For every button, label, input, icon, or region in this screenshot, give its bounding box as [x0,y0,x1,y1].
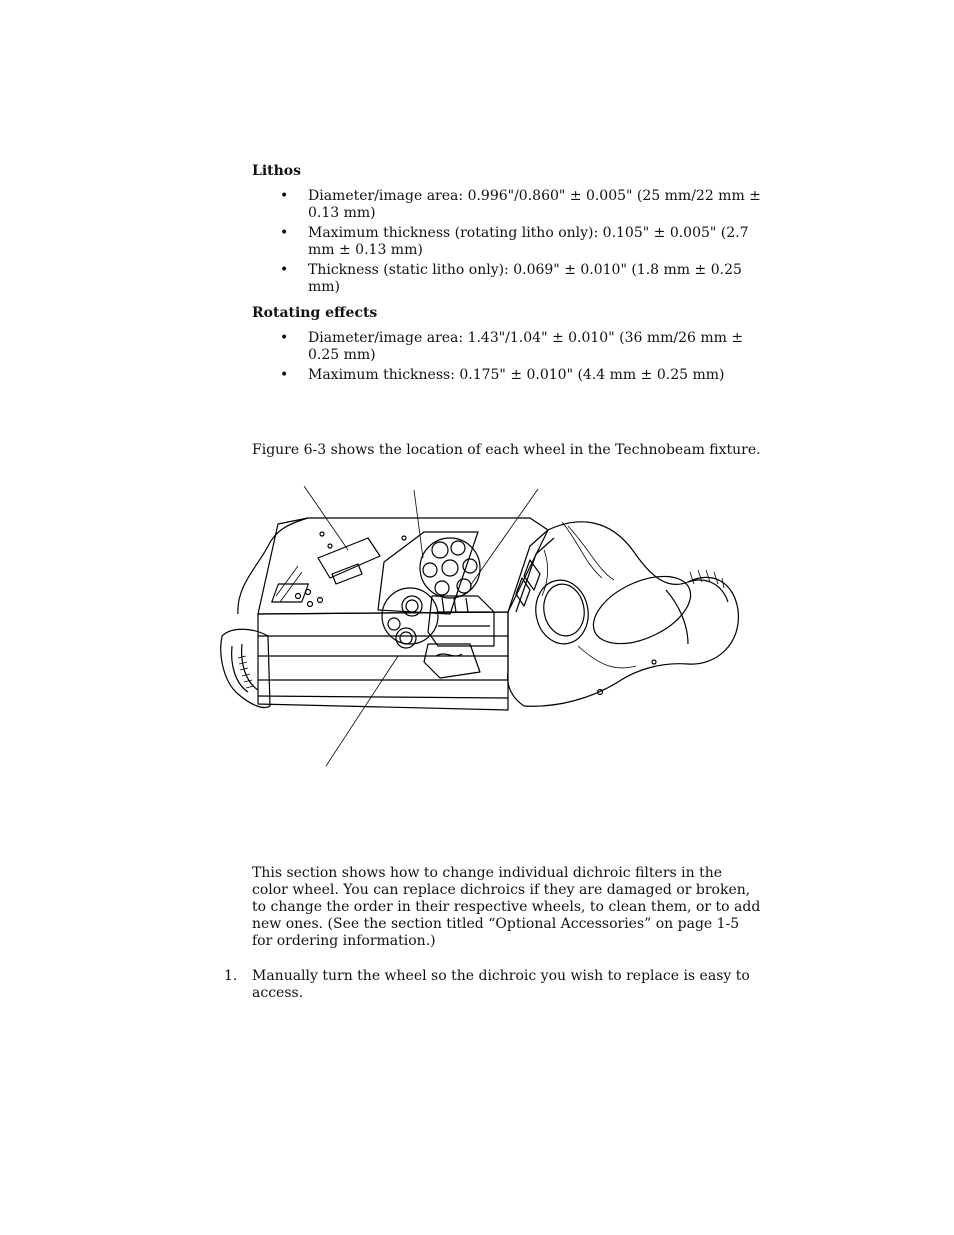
list-item: • Maximum thickness: 0.175" ± 0.010" (4.4 mm ± 0.25 mm) [280,367,762,384]
list-item: • Maximum thickness (rotating litho only): 0.105" ± 0.005" (2.7 mm ± 0.13 mm) [280,225,762,259]
control-panel [318,538,380,578]
body-side [258,612,508,710]
list-item: • Thickness (static litho only): 0.069" ± 0.010" (1.8 mm ± 0.25 mm) [280,262,762,296]
lithos-heading: Lithos [252,163,302,179]
color-wheel [420,538,480,598]
callout-line [326,656,398,766]
step-text: Manually turn the wheel so the dichroic you wish to replace is easy to access. [252,968,750,1001]
rotating-effects-heading: Rotating effects [252,305,378,321]
technobeam-fixture-figure [218,486,746,768]
list-item: • Diameter/image area: 0.996"/0.860" ± 0.005" (25 mm/22 mm ± 0.13 mm) [280,188,762,222]
callout-line [414,490,423,558]
wheel-compartment [378,532,478,614]
body-top [258,518,548,614]
list-item: • Diameter/image area: 1.43"/1.04" ± 0.010" (36 mm/26 mm ± 0.25 mm) [280,330,762,364]
figure-intro-text: Figure 6-3 shows the location of each wheel in the Technobeam fixture. [252,442,761,458]
dichroic-section-text: This section shows how to change individual dichroic filters in the color wheel. You can replace dichroics if they are damaged or broken, to change the order in their respective wheels, to clean them, or to add new ones. (See the section titled “Optional Accessories” on page 1-5 for ordering information.) [252,865,761,949]
head-housing [508,522,739,706]
lithos-list [280,188,762,299]
display-panel [272,584,309,602]
rotating-effects-list [280,330,762,387]
step-number: 1. [224,968,238,984]
